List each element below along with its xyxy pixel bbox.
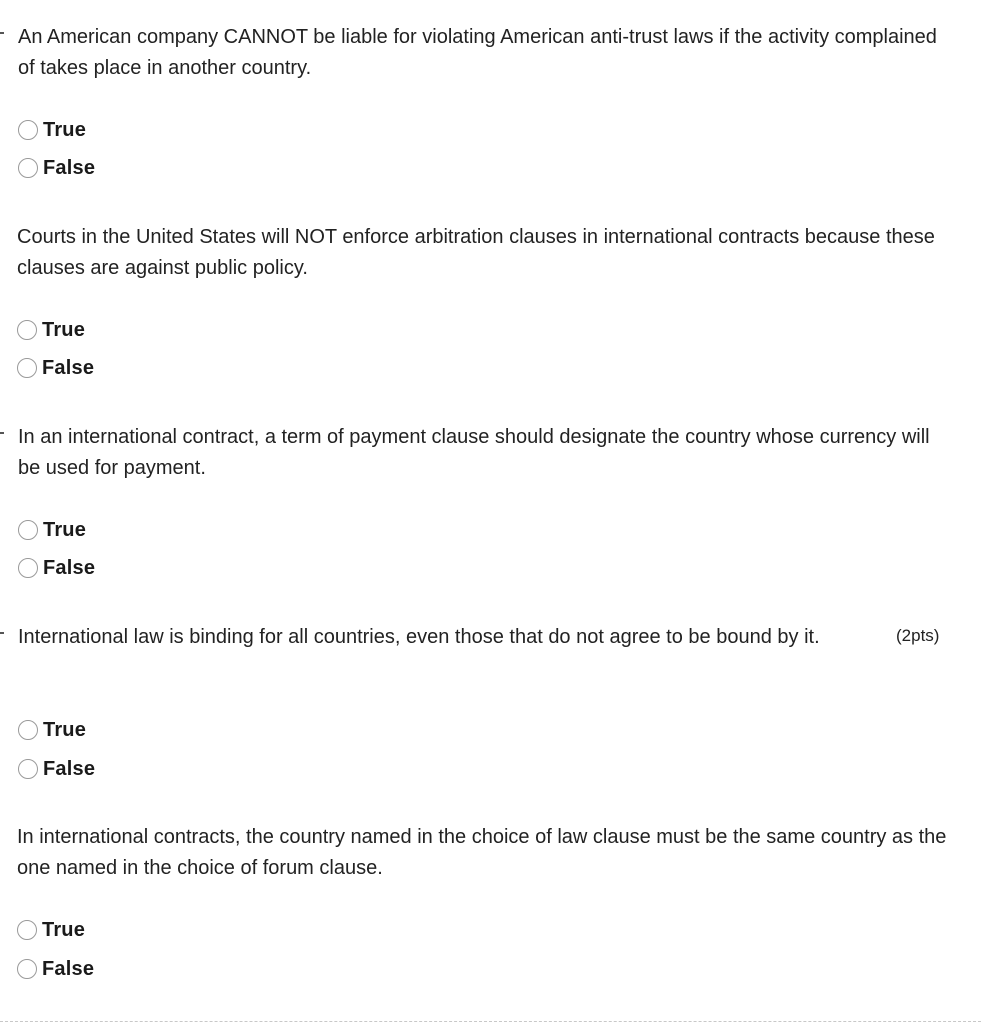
radio-button[interactable] [17, 320, 37, 340]
radio-button[interactable] [18, 558, 38, 578]
option-true[interactable] [18, 716, 86, 744]
radio-button[interactable] [18, 720, 38, 740]
question-text: International law is binding for all countries, even those that do not agree to be bound by it. [18, 626, 820, 648]
question-text: In an international contract, a term of payment clause should designate the country whose currency will be used for payment. [18, 426, 930, 479]
option-label: True [43, 718, 87, 741]
question-bullet [0, 632, 4, 634]
radio-button[interactable] [18, 158, 38, 178]
option-false[interactable] [18, 755, 95, 783]
option-label: True [43, 118, 87, 141]
radio-button[interactable] [18, 520, 38, 540]
question-text: An American company CANNOT be liable for violating American anti-trust laws if the activity complained of takes place in another country. [18, 26, 937, 79]
option-label: True [42, 918, 86, 941]
option-true[interactable] [17, 316, 85, 344]
radio-button[interactable] [17, 358, 37, 378]
option-label: False [43, 156, 96, 179]
radio-button[interactable] [17, 959, 37, 979]
option-label: False [42, 356, 95, 379]
option-label: True [43, 518, 87, 541]
question-text: In international contracts, the country named in the choice of law clause must be the same country as the one named in the choice of forum clause. [17, 826, 947, 879]
option-false[interactable] [18, 154, 95, 182]
question-bullet [0, 432, 4, 434]
option-false[interactable] [17, 354, 94, 382]
option-label: False [42, 957, 95, 980]
option-false[interactable] [18, 554, 95, 582]
option-label: False [43, 757, 96, 780]
points-label: (2pts) [896, 626, 940, 645]
option-true[interactable] [17, 916, 85, 944]
question-text: Courts in the United States will NOT enforce arbitration clauses in international contracts because these clauses are against public policy. [17, 226, 935, 279]
option-label: True [42, 318, 86, 341]
question-bullet [0, 32, 4, 34]
option-true[interactable] [18, 116, 86, 144]
option-true[interactable] [18, 516, 86, 544]
radio-button[interactable] [18, 759, 38, 779]
option-label: False [43, 556, 96, 579]
option-false[interactable] [17, 955, 94, 983]
radio-button[interactable] [18, 120, 38, 140]
radio-button[interactable] [17, 920, 37, 940]
section-divider [0, 1021, 981, 1022]
